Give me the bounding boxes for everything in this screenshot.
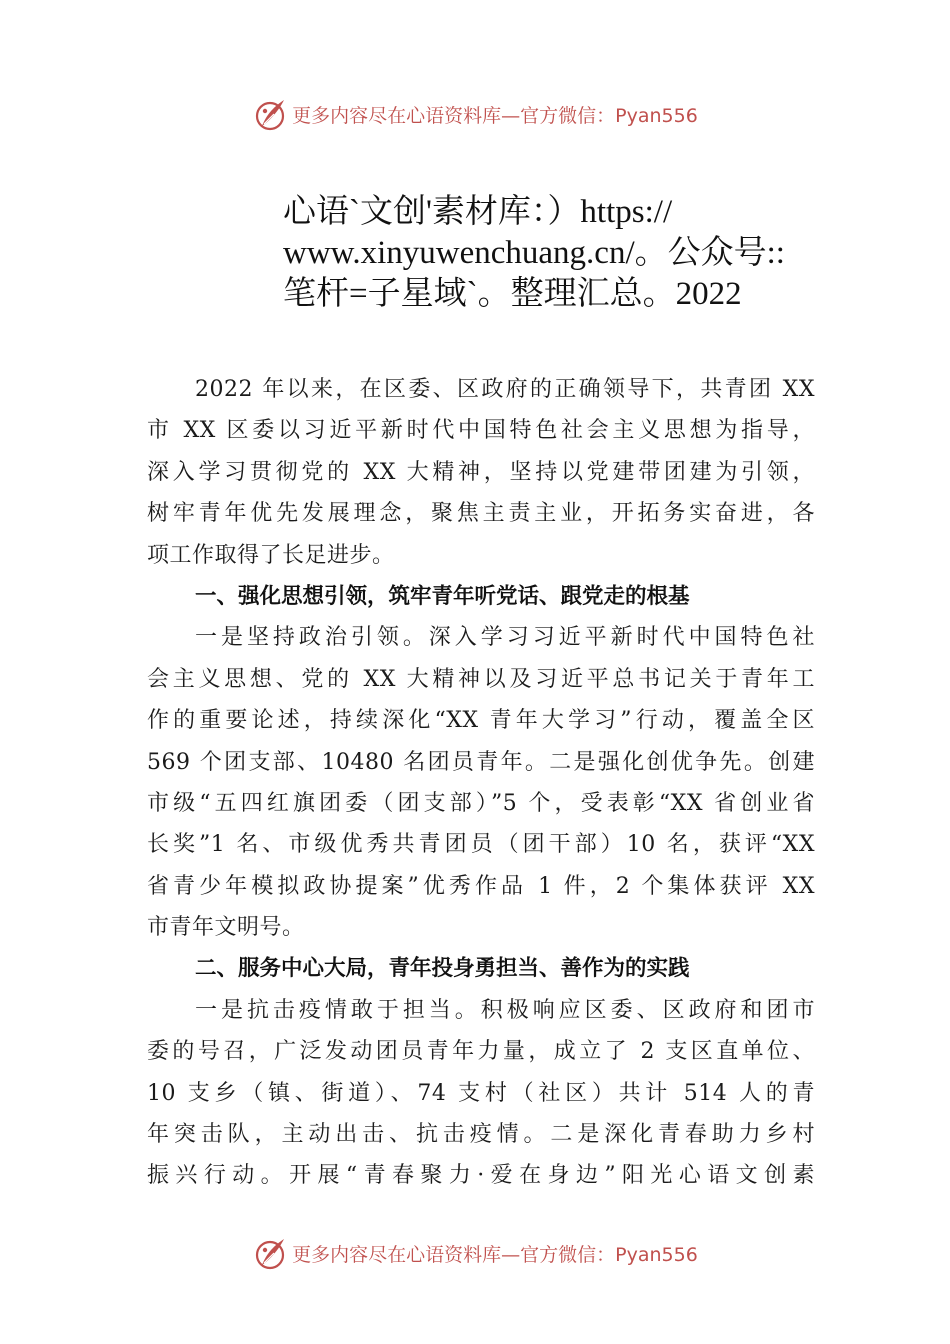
document-body (147, 369, 815, 1197)
body-line: 10 支乡（镇、街道）、74 支村（社区）共计 514 人的青 (147, 1080, 815, 1106)
body-line: 市 XX 区委以习近平新时代中国特色社会主义思想为指导， (147, 418, 815, 444)
header-watermark-banner (0, 94, 950, 134)
section-heading-1: 一、强化思想引领，筑牢青年听党话、跟党走的根基 (195, 583, 690, 609)
title-line: 笔杆=子星域`。整理汇总。2022 (283, 276, 742, 312)
wechat-id: Pyan556 (615, 1243, 698, 1266)
wechat-id: Pyan556 (615, 104, 698, 127)
body-line: 会主义思想、党的 XX 大精神以及习近平总书记关于青年工 (147, 666, 815, 692)
body-line: 树牢青年优先发展理念，聚焦主责主业，开拓务实奋进，各 (147, 501, 815, 527)
quill-logo-icon (252, 96, 288, 132)
body-line: 年突击队，主动出击、抗击疫情。二是深化青春助力乡村 (147, 1122, 815, 1148)
body-line: 一是抗击疫情敢于担当。积极响应区委、区政府和团市 (195, 997, 815, 1023)
body-line: 市青年文明号。 (147, 915, 305, 941)
body-line: 省青少年模拟政协提案”优秀作品 1 件，2 个集体获评 XX (147, 873, 815, 899)
document-title (283, 192, 843, 315)
section-heading-2: 二、服务中心大局，青年投身勇担当、善作为的实践 (195, 956, 690, 982)
footer-watermark-banner (0, 1233, 950, 1273)
title-line: 心语`文创'素材库：）https:// (283, 194, 673, 230)
body-line: 2022 年以来，在区委、区政府的正确领导下，共青团 XX (195, 377, 815, 402)
watermark-text: 更多内容尽在心语资料库—官方微信：Pyan556 (292, 1243, 698, 1266)
body-line: 长奖”1 名、市级优秀共青团员（团干部）10 名，获评“XX (147, 832, 815, 858)
body-line: 深入学习贯彻党的 XX 大精神，坚持以党建带团建为引领， (147, 459, 815, 485)
body-line: 委的号召，广泛发动团员青年力量，成立了 2 支区直单位、 (147, 1039, 815, 1065)
body-line: 市级“五四红旗团委（团支部）”5 个，受表彰“XX 省创业省 (147, 790, 815, 816)
body-line: 作的重要论述，持续深化“XX 青年大学习”行动，覆盖全区 (147, 708, 815, 734)
title-line: www.xinyuwenchuang.cn/。公众号:: (283, 235, 785, 271)
body-line: 项工作取得了长足进步。 (147, 542, 395, 568)
watermark-text: 更多内容尽在心语资料库—官方微信：Pyan556 (292, 104, 698, 127)
body-line: 569 个团支部、10480 名团员青年。二是强化创优争先。创建 (147, 749, 815, 775)
quill-logo-icon (252, 1235, 288, 1271)
body-line: 一是坚持政治引领。深入学习习近平新时代中国特色社 (195, 625, 815, 651)
body-line: 振兴行动。开展“青春聚力·爱在身边”阳光心语文创素 (147, 1163, 815, 1189)
